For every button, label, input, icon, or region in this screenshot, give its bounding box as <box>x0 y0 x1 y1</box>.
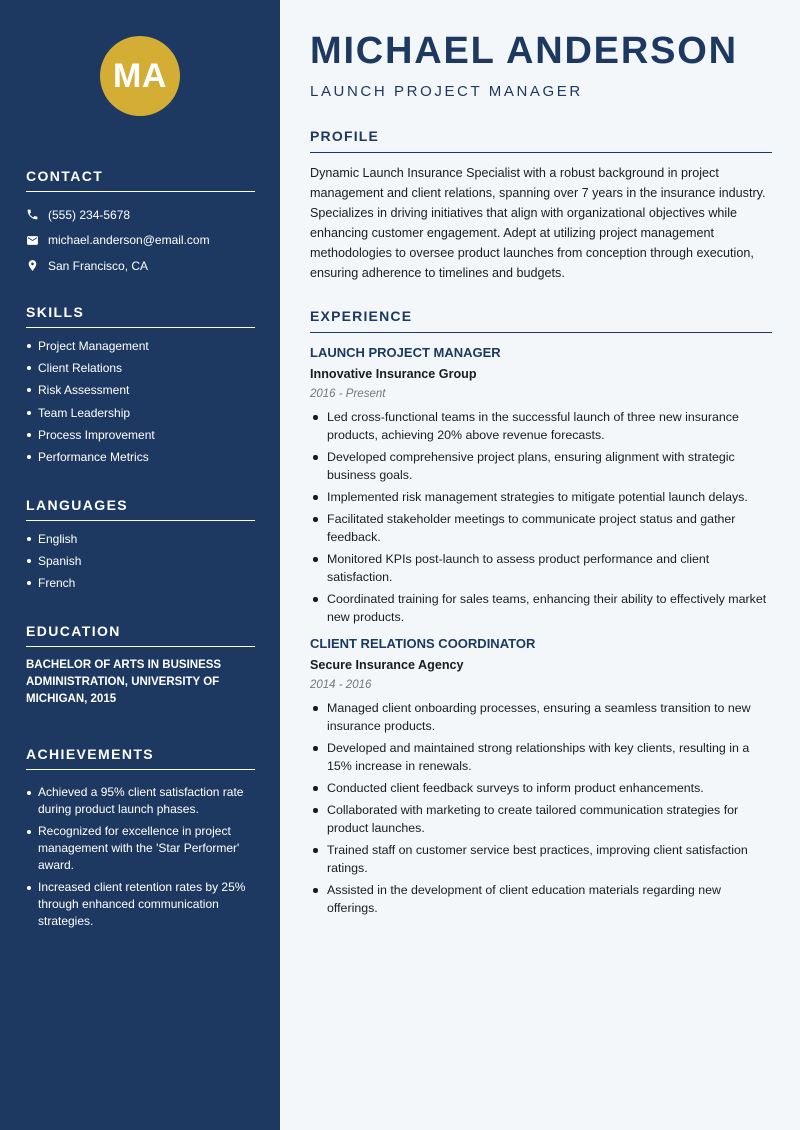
list-item: Spanish <box>26 553 255 575</box>
job-bullets <box>310 699 772 917</box>
list-item: Increased client retention rates by 25% through enhanced communication strategies. <box>26 879 255 930</box>
list-item: Conducted client feedback surveys to inform product enhancements. <box>310 779 772 797</box>
list-item: Led cross-functional teams in the successful launch of three new insurance products, achieving 20% above revenue forecasts. <box>310 408 772 444</box>
list-item: Coordinated training for sales teams, enhancing their ability to effectively market new products. <box>310 590 772 626</box>
mail-icon <box>26 234 39 247</box>
profile-heading: PROFILE <box>310 128 772 153</box>
skills-heading: SKILLS <box>26 304 255 328</box>
languages-heading: LANGUAGES <box>26 497 255 521</box>
list-item: Client Relations <box>26 360 255 382</box>
experience-section <box>310 308 772 921</box>
list-item: Performance Metrics <box>26 449 255 471</box>
education-degree: BACHELOR OF ARTS IN BUSINESS ADMINISTRATION, UNIVERSITY OF MICHIGAN, 2015 <box>26 659 222 705</box>
job-company: Secure Insurance Agency <box>310 658 464 672</box>
job-entry <box>310 636 772 917</box>
contact-email <box>26 228 255 254</box>
list-item: Managed client onboarding processes, ensuring a seamless transition to new insurance products. <box>310 699 772 735</box>
job-role: LAUNCH PROJECT MANAGER <box>310 345 501 360</box>
person-title: LAUNCH PROJECT MANAGER <box>310 83 583 100</box>
list-item: Implemented risk management strategies to mitigate potential launch delays. <box>310 488 772 506</box>
education-section <box>26 623 255 708</box>
job-dates: 2014 - 2016 <box>310 679 372 691</box>
list-item: Risk Assessment <box>26 382 255 404</box>
profile-text: Dynamic Launch Insurance Specialist with a robust background in project management and client relations, spanning over 7 years in the insurance industry. Specializes in driving initiatives that align with organizational objectives while enhancing customer engagement. Adept at utilizing project management methodologies to oversee product launches from conception through execution, ensuring adherence to timelines and budgets. <box>310 166 766 280</box>
skills-section <box>26 304 255 471</box>
experience-heading: EXPERIENCE <box>310 308 772 333</box>
list-item: Facilitated stakeholder meetings to communicate project status and gather feedback. <box>310 510 772 546</box>
list-item: Assisted in the development of client education materials regarding new offerings. <box>310 881 772 917</box>
contact-location <box>26 253 255 279</box>
contact-email-text[interactable]: michael.anderson@email.com <box>48 233 210 248</box>
list-item: Recognized for excellence in project management with the 'Star Performer' award. <box>26 823 255 874</box>
languages-section <box>26 497 255 598</box>
list-item: Developed and maintained strong relationships with key clients, resulting in a 15% increase in renewals. <box>310 739 772 775</box>
list-item: Team Leadership <box>26 405 255 427</box>
avatar-initials: MA <box>100 36 180 116</box>
sidebar <box>0 0 280 1130</box>
job-entry <box>310 345 772 626</box>
languages-list <box>26 531 255 598</box>
contact-phone <box>26 202 255 228</box>
job-company: Innovative Insurance Group <box>310 367 477 381</box>
job-role: CLIENT RELATIONS COORDINATOR <box>310 636 536 651</box>
contact-location-text: San Francisco, CA <box>48 258 149 273</box>
contact-heading: CONTACT <box>26 168 255 192</box>
education-heading: EDUCATION <box>26 623 255 647</box>
phone-icon <box>26 208 39 221</box>
achievements-heading: ACHIEVEMENTS <box>26 746 255 770</box>
achievements-list <box>26 784 255 930</box>
contact-section <box>26 168 255 279</box>
list-item: Process Improvement <box>26 427 255 449</box>
achievements-section <box>26 746 255 935</box>
list-item: Collaborated with marketing to create tailored communication strategies for product launches. <box>310 801 772 837</box>
list-item: Project Management <box>26 338 255 360</box>
job-bullets <box>310 408 772 626</box>
person-name: MICHAEL ANDERSON <box>310 30 738 72</box>
list-item: Achieved a 95% client satisfaction rate during product launch phases. <box>26 784 255 818</box>
list-item: English <box>26 531 255 553</box>
profile-section <box>310 128 772 283</box>
list-item: Trained staff on customer service best practices, improving client satisfaction ratings. <box>310 841 772 877</box>
location-pin-icon <box>26 259 39 272</box>
list-item: Monitored KPIs post-launch to assess product performance and client satisfaction. <box>310 550 772 586</box>
contact-phone-text[interactable]: (555) 234-5678 <box>48 207 131 222</box>
job-dates: 2016 - Present <box>310 388 386 400</box>
list-item: Developed comprehensive project plans, ensuring alignment with strategic business goals. <box>310 448 772 484</box>
list-item: French <box>26 575 255 597</box>
skills-list <box>26 338 255 471</box>
